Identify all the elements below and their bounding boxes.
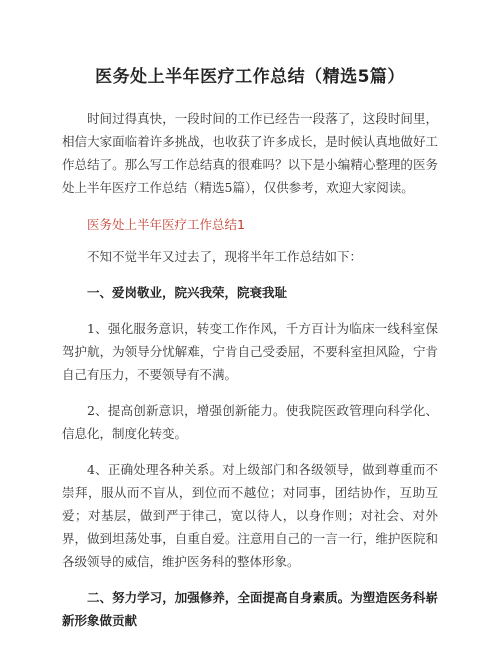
intro-paragraph: 时间过得真快，一段时间的工作已经告一段落了，这段时间里，相信大家面临着许多挑战，也收获了许多成长，是时候认真地做好工作总结了。那么写工作总结真的很难吗？以下是小编精心整理的医务处上半年医疗工作总结（精选5篇），仅供参考，欢迎大家阅读。: [62, 111, 438, 195]
document-title: 医务处上半年医疗工作总结（精选5篇）: [95, 67, 405, 87]
heading-2: 二、努力学习，加强修养，全面提高自身素质。为塑造医务科崭新形象做贡献: [62, 590, 438, 628]
paragraph-3: 2、提高创新意识，增强创新能力。使我院医政管理向科学化、信息化，制度化转变。: [62, 403, 438, 441]
heading-1: 一、爱岗敬业，院兴我荣，院衰我耻: [87, 285, 288, 300]
paragraph-2: 1、强化服务意识，转变工作作风，千方百计为临床一线科室保驾护航，为领导分忧解难，宁肯自己受委屈，不要科室担风险，宁肯自己有压力，不要领导有不满。: [62, 321, 438, 382]
paragraph-4: 4、正确处理各种关系。对上级部门和各级领导，做到尊重而不崇拜，服从而不盲从，到位而不越位；对同事，团结协作，互助互爱；对基层，做到严于律己，宽以待人，以身作则；对社会、对外界，做到坦荡处事，自重自爱。注意用自己的一言一行，维护医院和各级领导的威信，维护医务科的整体形象。: [62, 462, 438, 569]
section-subtitle: 医务处上半年医疗工作总结1: [87, 217, 245, 232]
paragraph-1: 不知不觉半年又过去了，现将半年工作总结如下：: [87, 249, 363, 264]
